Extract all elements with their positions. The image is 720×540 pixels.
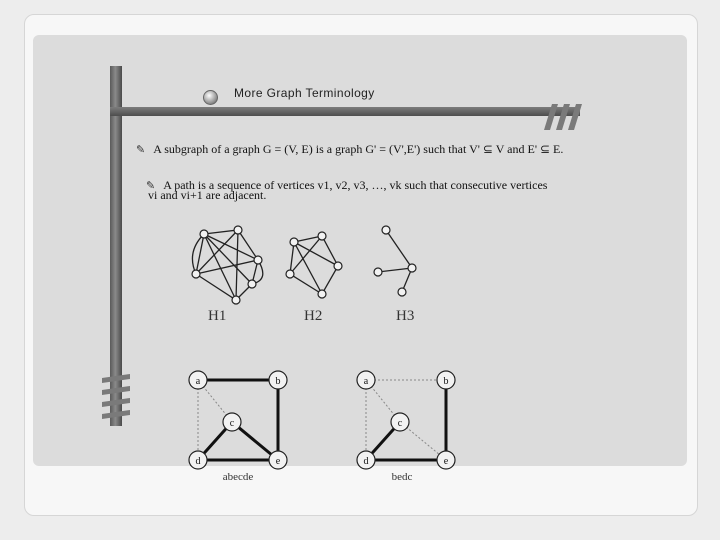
bullet-subgraph bbox=[136, 142, 563, 157]
label-h3: H3 bbox=[396, 308, 415, 324]
decorative-stripes-bottom bbox=[100, 372, 136, 422]
paperclip-icon: ✎ bbox=[136, 143, 146, 156]
subgraph-figure bbox=[180, 222, 440, 332]
title-bullet-knob bbox=[203, 90, 218, 105]
path-figure bbox=[180, 366, 470, 486]
label-h2: H2 bbox=[304, 308, 323, 324]
path-text-line2: vi and vi+1 are adjacent. bbox=[148, 188, 267, 202]
caption-bedc: bedc bbox=[391, 471, 413, 483]
caption-abecde: abecde bbox=[222, 471, 254, 483]
vertex-label-b: b bbox=[275, 376, 281, 387]
vertex-label-c: c bbox=[229, 418, 235, 429]
subgraph-text: A subgraph of a graph G = (V, E) is a graph G' = (V',E') such that V' ⊆ V and E' ⊆ E. bbox=[153, 142, 564, 156]
vertex-label-e: e bbox=[443, 456, 449, 467]
vertex-label-d: d bbox=[363, 456, 369, 467]
vertex-label-a: a bbox=[195, 376, 201, 387]
paperclip-icon: ✎ bbox=[146, 179, 156, 192]
path-text-line1: A path is a sequence of vertices v1, v2, v3, …, vk such that consecutive vertices bbox=[163, 178, 548, 192]
vertex-label-e: e bbox=[275, 456, 281, 467]
slide-title: More Graph Terminology bbox=[234, 86, 375, 100]
vertex-label-d: d bbox=[195, 456, 201, 467]
decorative-pole-horizontal bbox=[110, 107, 580, 116]
label-h1: H1 bbox=[208, 308, 227, 324]
vertex-label-b: b bbox=[443, 376, 449, 387]
vertex-label-a: a bbox=[363, 376, 369, 387]
vertex-label-c: c bbox=[397, 418, 403, 429]
decorative-stripes-top bbox=[536, 100, 586, 134]
